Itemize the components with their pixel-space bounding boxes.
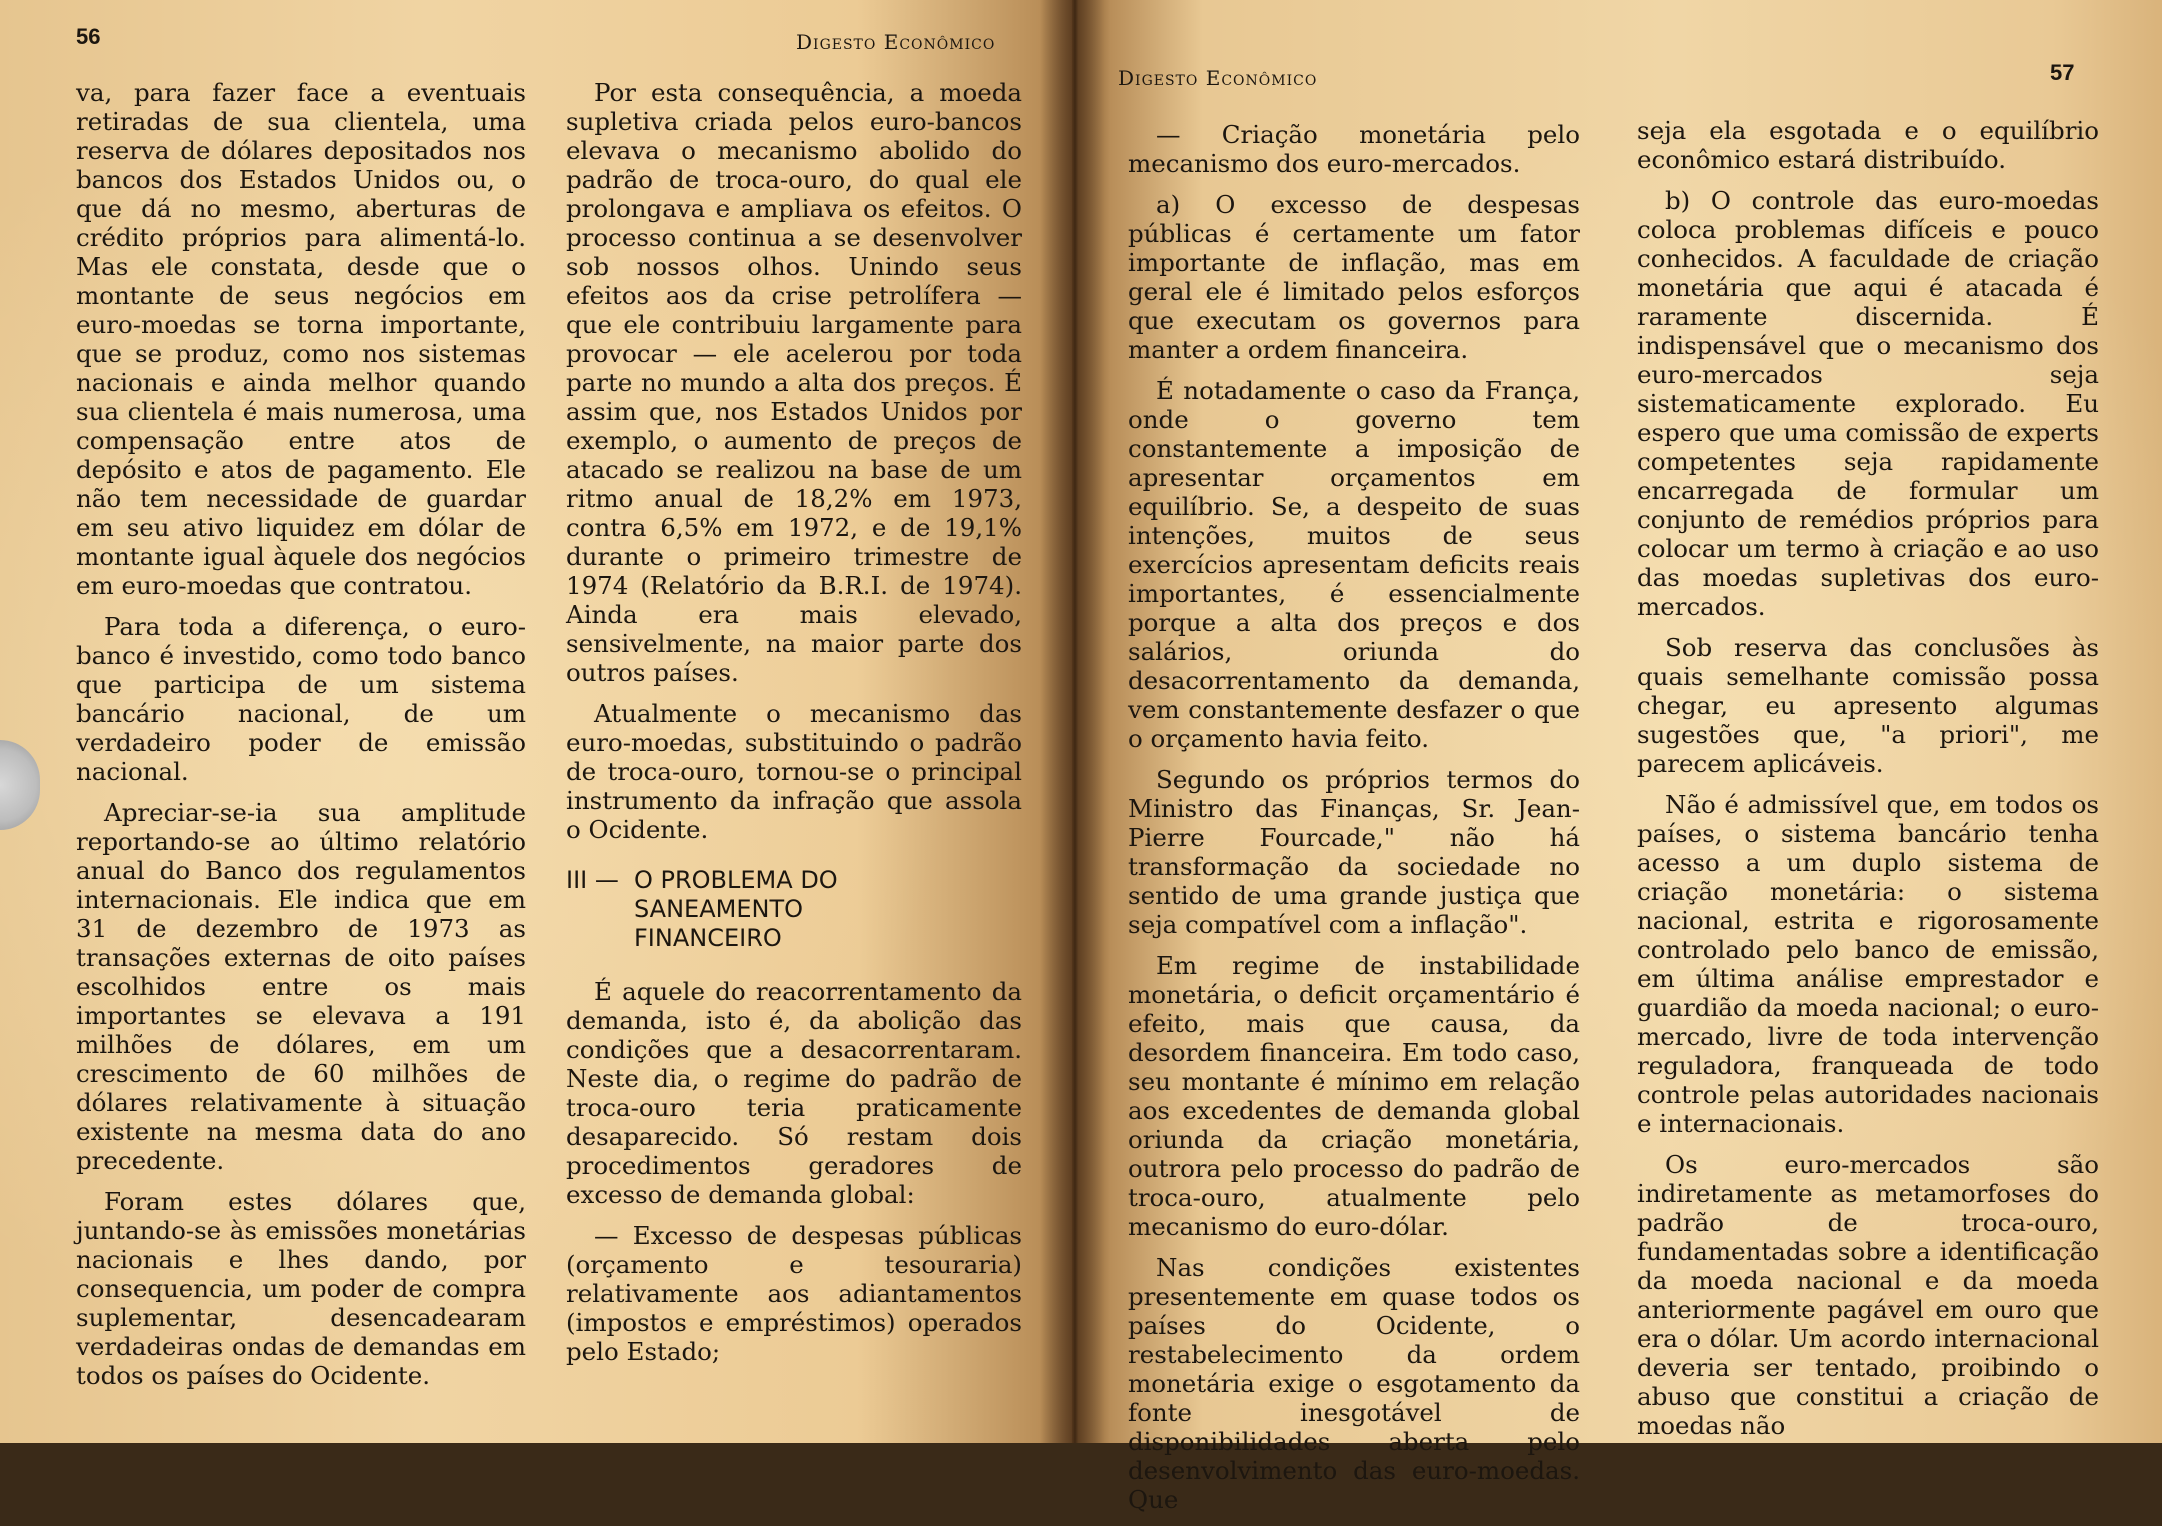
paragraph: — Excesso de despesas públicas (orçamento e tesouraria) relativamente aos adiantamentos (impostos e empréstimos) operados pelo Estado; [566,1221,1022,1366]
running-head-right: Digesto Econômico [1118,66,1318,90]
paragraph: a) O excesso de despesas públicas é certamente um fator importante de inflação, mas em geral ele é limitado pelos esforços que executam os governos para manter a ordem financeira. [1128,190,1580,364]
paragraph: Por esta consequência, a moeda supletiva criada pelos euro-bancos elevava o mecanismo abolido do padrão de troca-ouro, do qual ele prolongava e ampliava os efeitos. O processo continua a se desenvolver sob nossos olhos. Unindo seus efeitos aos da crise petrolífera — que ele contribuiu largamente para provocar — ele acelerou por toda parte no mundo a alta dos preços. É assim que, nos Estados Unidos por exemplo, o aumento de preços de atacado se realizou na base de um ritmo anual de 18,2% em 1973, contra 6,5% em 1972, e de 19,1% durante o primeiro trimestre de 1974 (Relatório da B.R.I. de 1974). Ainda era mais elevado, sensivelmente, na maior parte dos outros países. [566,78,1022,687]
paragraph: Não é admissível que, em todos os países, o sistema bancário tenha acesso a um duplo sistema de criação monetária: o sistema nacional, estrita e rigorosamente controlado pelo banco de emissão, em última análise emprestador e guardião da moeda nacional; o euro-mercado, livre de toda intervenção reguladora, franqueada de todo controle pelas autoridades nacionais e internacionais. [1637,790,2099,1138]
section-number: III — [566,866,619,894]
page-number-right: 57 [2050,60,2075,85]
paragraph: É notadamente o caso da França, onde o governo tem constantemente a imposição de apresentar orçamentos em equilíbrio. Se, a despeito de suas intenções, muitos de seus exercícios apresentam deficits reais importantes, é essencialmente porque a alta dos preços e dos salários, oriunda do desacorrentamento da demanda, vem constantemente desfazer o que o orçamento havia feito. [1128,376,1580,753]
paragraph: — Criação monetária pelo mecanismo dos euro-mercados. [1128,120,1580,178]
right-page [1072,0,2162,1514]
right-page-column-1 [1128,120,1580,1526]
left-page-column-1 [76,78,526,1402]
paragraph: Atualmente o mecanismo das euro-moedas, substituindo o padrão de troca-ouro, tornou-se o principal instrumento da infração que assola o Ocidente. [566,699,1022,844]
left-page-column-2 [566,78,1022,1378]
running-head-left: Digesto Econômico [796,30,996,54]
page-number-left: 56 [76,24,101,49]
section-heading-line: FINANCEIRO [634,924,782,952]
page-edge-damage [0,740,40,830]
paragraph: Apreciar-se-ia sua amplitude reportando-se ao último relatório anual do Banco dos regulamentos internacionais. Ele indica que em 31 de dezembro de 1973 as transações externas de oito países escolhidos entre os mais importantes se elevava a 191 milhões de dólares, em um crescimento de 60 milhões de dólares relativamente à situação existente na mesma data do ano precedente. [76,798,526,1175]
paragraph: Segundo os próprios termos do Ministro das Finanças, Sr. Jean-Pierre Fourcade," não há transformação da sociedade no sentido de uma grande justiça que seja compatível com a inflação". [1128,765,1580,939]
paragraph: seja ela esgotada e o equilíbrio econômico estará distribuído. [1637,116,2099,174]
paragraph: Sob reserva das conclusões às quais semelhante comissão possa chegar, eu apresento algumas sugestões que, "a priori", me parecem aplicáveis. [1637,633,2099,778]
section-heading-line: SANEAMENTO [634,895,804,923]
paragraph: Nas condições existentes presentemente em quase todos os países do Ocidente, o restabelecimento da ordem monetária exige o esgotamento da fonte inesgotável de disponibilidades aberta pelo desenvolvimento das euro-moedas. Que [1128,1253,1580,1514]
right-page-column-2 [1637,116,2099,1452]
paragraph: b) O controle das euro-moedas coloca problemas difíceis e pouco conhecidos. A faculdade de criação monetária que aqui é atacada é raramente discernida. É indispensável que o mecanismo dos euro-mercados seja sistematicamente explorado. Eu espero que uma comissão de experts competentes seja rapidamente encarregada de formular um conjunto de remédios próprios para colocar um termo à criação e ao uso das moedas supletivas dos euro-mercados. [1637,186,2099,621]
paragraph: Os euro-mercados são indiretamente as metamorfoses do padrão de troca-ouro, fundamentadas sobre a identificação da moeda nacional e da moeda anteriormente pagável em ouro que era o dólar. Um acordo internacional deveria ser tentado, proibindo o abuso que constitui a criação de moedas não [1637,1150,2099,1440]
paragraph: Em regime de instabilidade monetária, o deficit orçamentário é efeito, mais que causa, da desordem financeira. Em todo caso, seu montante é mínimo em relação aos excedentes de demanda global oriunda da criação monetária, outrora pelo processo do padrão de troca-ouro, atualmente pelo mecanismo do euro-dólar. [1128,951,1580,1241]
paragraph: É aquele do reacorrentamento da demanda, isto é, da abolição das condições que a desacorrentaram. Neste dia, o regime do padrão de troca-ouro teria praticamente desaparecido. Só restam dois procedimentos geradores de excesso de demanda global: [566,977,1022,1209]
section-heading [566,866,1022,953]
section-heading-line: O PROBLEMA DO [634,866,838,894]
paragraph: Para toda a diferença, o euro-banco é investido, como todo banco que participa de um sistema bancário nacional, de um verdadeiro poder de emissão nacional. [76,612,526,786]
paragraph: Foram estes dólares que, juntando-se às emissões monetárias nacionais e lhes dando, por consequencia, um poder de compra suplementar, desencadearam verdadeiras ondas de demandas em todos os países do Ocidente. [76,1187,526,1390]
paragraph: va, para fazer face a eventuais retiradas de sua clientela, uma reserva de dólares depositados nos bancos dos Estados Unidos ou, o que dá no mesmo, aberturas de crédito próprios para alimentá-lo. Mas ele constata, desde que o montante de seus negócios em euro-moedas se torna importante, que se produz, como nos sistemas nacionais e ainda melhor quando sua clientela é mais numerosa, uma compensação entre atos de depósito e atos de pagamento. Ele não tem necessidade de guardar em seu ativo liquidez em dólar de montante igual àquele dos negócios em euro-moedas que contratou. [76,78,526,600]
left-page [0,0,1072,1443]
